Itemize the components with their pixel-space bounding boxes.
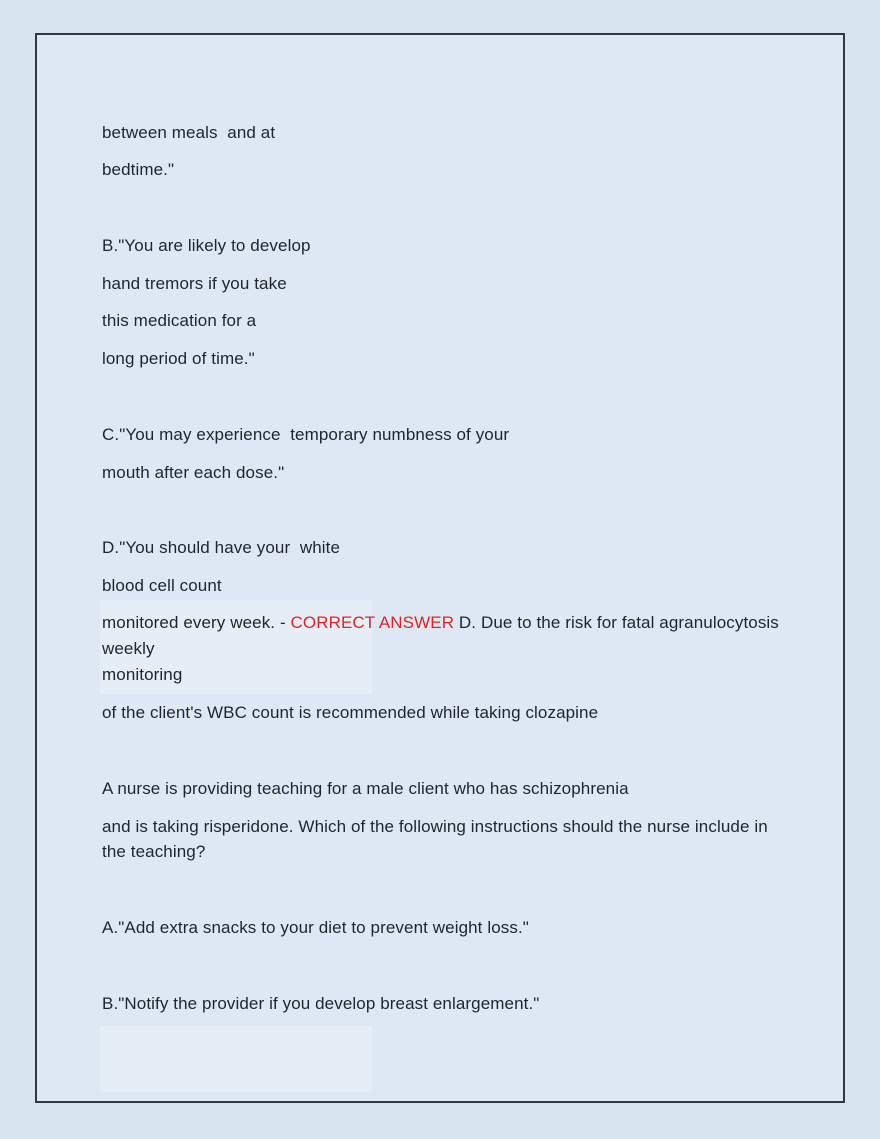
text-line-option-d: D."You should have your white [102, 538, 341, 557]
text-line: hand tremors if you take [102, 274, 287, 293]
text-line: long period of time." [102, 349, 255, 368]
text-line: this medication for a [102, 311, 257, 330]
answer-text-after: D. Due to the risk for fatal agranulocytosis [454, 613, 779, 632]
text-line: monitoring [102, 665, 183, 684]
text-line: mouth after each dose." [102, 463, 285, 482]
text-line-option-c: C."You may experience temporary numbness of your [102, 425, 510, 444]
text-line-option-b: B."You are likely to develop [102, 236, 311, 255]
text-line: of the client's WBC count is recommended while taking clozapine [102, 703, 599, 722]
correct-answer-label: CORRECT ANSWER [290, 613, 455, 632]
text-line: blood cell count [102, 576, 222, 595]
text-line: and is taking risperidone. Which of the following instructions should the nurse include in [102, 817, 768, 836]
text-line: bedtime." [102, 160, 175, 179]
highlight-region [100, 1026, 372, 1092]
text-line: weekly [102, 639, 155, 658]
answer-text-before: monitored every week. - [102, 613, 291, 632]
text-line-option-b2: B."Notify the provider if you develop breast enlargement." [102, 994, 540, 1013]
text-line: between meals and at [102, 123, 276, 142]
text-line-question: A nurse is providing teaching for a male client who has schizophrenia [102, 779, 629, 798]
text-line-option-a: A."Add extra snacks to your diet to prevent weight loss." [102, 918, 529, 937]
document-page [35, 33, 845, 1103]
text-line: the teaching? [102, 842, 206, 861]
text-line-answer [102, 611, 779, 635]
